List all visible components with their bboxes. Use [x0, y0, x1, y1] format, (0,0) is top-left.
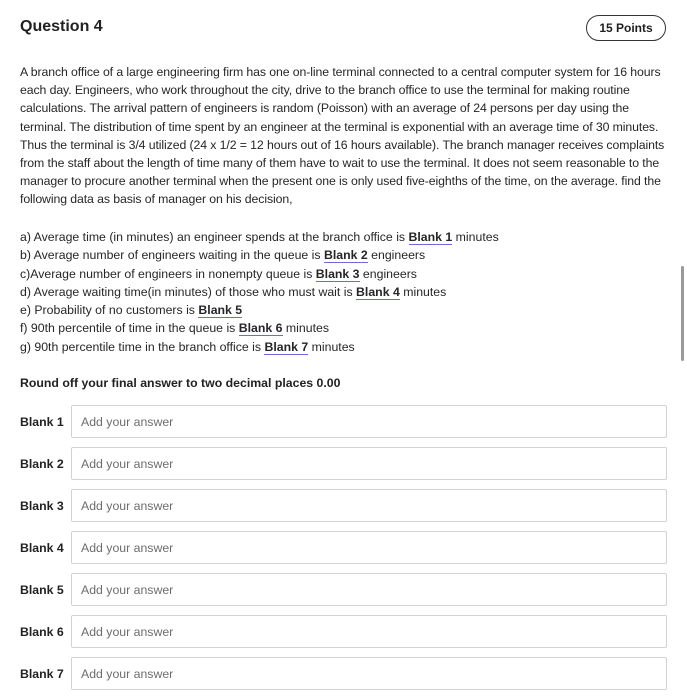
answer-input-6[interactable] [71, 615, 667, 648]
blank-ref-4: Blank 4 [356, 284, 400, 299]
answer-label-4: Blank 4 [20, 541, 64, 555]
answer-label-1: Blank 1 [20, 415, 64, 429]
answer-input-3[interactable] [71, 489, 667, 522]
item-a: a) Average time (in minutes) an engineer spends at the branch office is Blank 1 minutes [20, 230, 499, 244]
answer-label-2: Blank 2 [20, 457, 64, 471]
blank-ref-7: Blank 7 [264, 339, 309, 354]
rounding-note: Round off your final answer to two decimal places 0.00 [20, 376, 341, 390]
answer-label-3: Blank 3 [20, 499, 64, 513]
answer-input-4[interactable] [71, 531, 667, 564]
answer-input-7[interactable] [71, 657, 667, 690]
item-f: f) 90th percentile of time in the queue is Blank 6 minutes [20, 321, 329, 336]
answer-row-5 [20, 573, 667, 607]
answer-label-7: Blank 7 [20, 667, 64, 681]
answer-row-3 [20, 489, 667, 523]
question-items [20, 228, 660, 356]
question-title: Question 4 [20, 18, 103, 35]
item-c: c)Average number of engineers in nonempty queue is Blank 3 engineers [20, 266, 417, 281]
item-d: d) Average waiting time(in minutes) of those who must wait is Blank 4 minutes [20, 284, 447, 299]
blank-ref-1: Blank 1 [408, 230, 453, 244]
question-prompt: A branch office of a large engineering firm has one on-line terminal connected to a central computer system for 16 hours each day. Engineers, who work throughout the city, drive to the branch office to use the terminal for making routine calculations. The arrival pattern of engineers is random (Poisson) with an average of 24 persons per day using the terminal. The distribution of time spent by an engineer at the terminal is exponential with an average time of 30 minutes. Thus the terminal is 3/4 utilized (24 x 1/2 = 12 hours out of 16 hours available). The branch manager receives complaints from the staff about the length of time many of them have to wait to use the terminal. It does not seem reasonable to the manager to procure another terminal when the present one is only used five-eighths of the time, on the average. find the following data as basis of manager on his decision, [20, 65, 665, 207]
item-g: g) 90th percentile time in the branch office is Blank 7 minutes [20, 339, 355, 354]
answer-row-2 [20, 447, 667, 481]
answer-label-6: Blank 6 [20, 625, 64, 639]
points-badge: 15 Points [586, 15, 666, 41]
answer-row-7 [20, 657, 667, 691]
answer-row-1 [20, 405, 667, 439]
answer-label-5: Blank 5 [20, 583, 64, 597]
answer-input-1[interactable] [71, 405, 667, 438]
blank-ref-6: Blank 6 [238, 321, 283, 336]
blank-ref-5: Blank 5 [198, 303, 243, 318]
answer-input-5[interactable] [71, 573, 667, 606]
item-b: b) Average number of engineers waiting in the queue is Blank 2 engineers [20, 248, 426, 263]
scrollbar-thumb[interactable] [681, 266, 684, 361]
answer-row-4 [20, 531, 667, 565]
blank-ref-2: Blank 2 [323, 248, 368, 263]
item-e: e) Probability of no customers is Blank 5 [20, 303, 243, 318]
answer-row-6 [20, 615, 667, 649]
answer-input-2[interactable] [71, 447, 667, 480]
blank-ref-3: Blank 3 [315, 266, 360, 281]
